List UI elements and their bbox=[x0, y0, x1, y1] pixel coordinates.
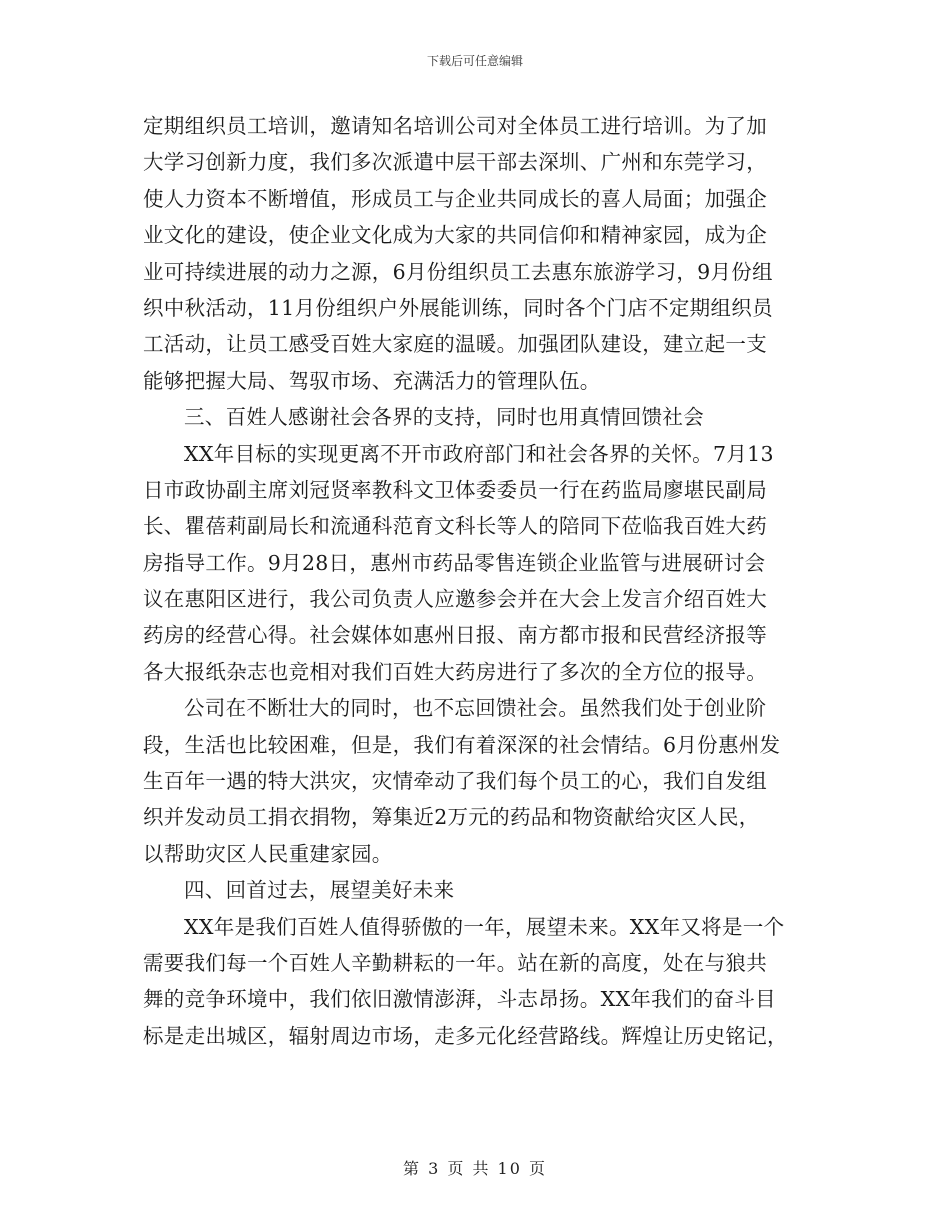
page-header-note: 下载后可任意编辑 bbox=[426, 54, 523, 68]
text-line: 业可持续进展的动力之源，6月份组织员工去惠东旅游学习，9月份组 bbox=[143, 259, 773, 284]
text-line: 需要我们每一个百姓人辛勤耕耘的一年。站在新的高度，处在与狼共 bbox=[143, 950, 767, 975]
text-line: 公司在不断壮大的同时，也不忘回馈社会。虽然我们处于创业阶 bbox=[184, 696, 767, 721]
text-line: 各大报纸杂志也竞相对我们百姓大药房进行了多次的全方位的报导。 bbox=[143, 659, 767, 684]
text-line: 定期组织员工培训，邀请知名培训公司对全体员工进行培训。为了加 bbox=[143, 114, 767, 138]
text-line: 议在惠阳区进行，我公司负责人应邀参会并在大会上发言介绍百姓大 bbox=[143, 587, 767, 612]
text-line: 织并发动员工捐衣捐物，筹集近2万元的药品和物资献给灾区人民， bbox=[143, 805, 760, 830]
text-line: 使人力资本不断增值，形成员工与企业共同成长的喜人局面；加强企 bbox=[143, 186, 767, 211]
page-number-footer: 第 3 页 共 10 页 bbox=[403, 1159, 547, 1178]
text-line: 四、回首过去，展望美好未来 bbox=[184, 878, 455, 903]
text-line: 房指导工作。9月28日，惠州市药品零售连锁企业监管与进展研讨会 bbox=[143, 550, 766, 575]
text-line: XX年目标的实现更离不开市政府部门和社会各界的关怀。7月13 bbox=[184, 441, 774, 466]
text-line: XX年是我们百姓人值得骄傲的一年，展望未来。XX年又将是一个 bbox=[184, 914, 785, 939]
text-line: 生百年一遇的特大洪灾，灾情牵动了我们每个员工的心，我们自发组 bbox=[143, 769, 767, 794]
document-body bbox=[143, 108, 811, 1054]
text-line: 能够把握大局、驾驭市场、充满活力的管理队伍。 bbox=[143, 368, 601, 393]
text-line: 以帮助灾区人民重建家园。 bbox=[143, 841, 393, 866]
text-line: 织中秋活动，11月份组织户外展能训练，同时各个门店不定期组织员 bbox=[143, 295, 773, 320]
text-line: 日市政协副主席刘冠贤率教科文卫体委委员一行在药监局廖堪民副局 bbox=[143, 477, 767, 502]
text-line: 三、百姓人感谢社会各界的支持，同时也用真情回馈社会 bbox=[184, 405, 704, 430]
text-line: 舞的竞争环境中，我们依旧激情澎湃，斗志昂扬。XX年我们的奋斗目 bbox=[143, 987, 776, 1012]
text-line: 长、瞿蓓莉副局长和流通科范育文科长等人的陪同下莅临我百姓大药 bbox=[143, 514, 767, 539]
text-line: 标是走出城区，辐射周边市场，走多元化经营路线。辉煌让历史铭记， bbox=[143, 1023, 788, 1048]
text-line: 业文化的建设，使企业文化成为大家的共同信仰和精神家园，成为企 bbox=[143, 223, 767, 248]
text-line: 药房的经营心得。社会媒体如惠州日报、南方都市报和民营经济报等 bbox=[143, 623, 767, 648]
text-line: 工活动，让员工感受百姓大家庭的温暖。加强团队建设，建立起一支 bbox=[143, 332, 767, 357]
text-line: 大学习创新力度，我们多次派遣中层干部去深圳、广州和东莞学习， bbox=[143, 150, 767, 175]
text-line: 段，生活也比较困难，但是，我们有着深深的社会情结。6月份惠州发 bbox=[143, 732, 781, 757]
